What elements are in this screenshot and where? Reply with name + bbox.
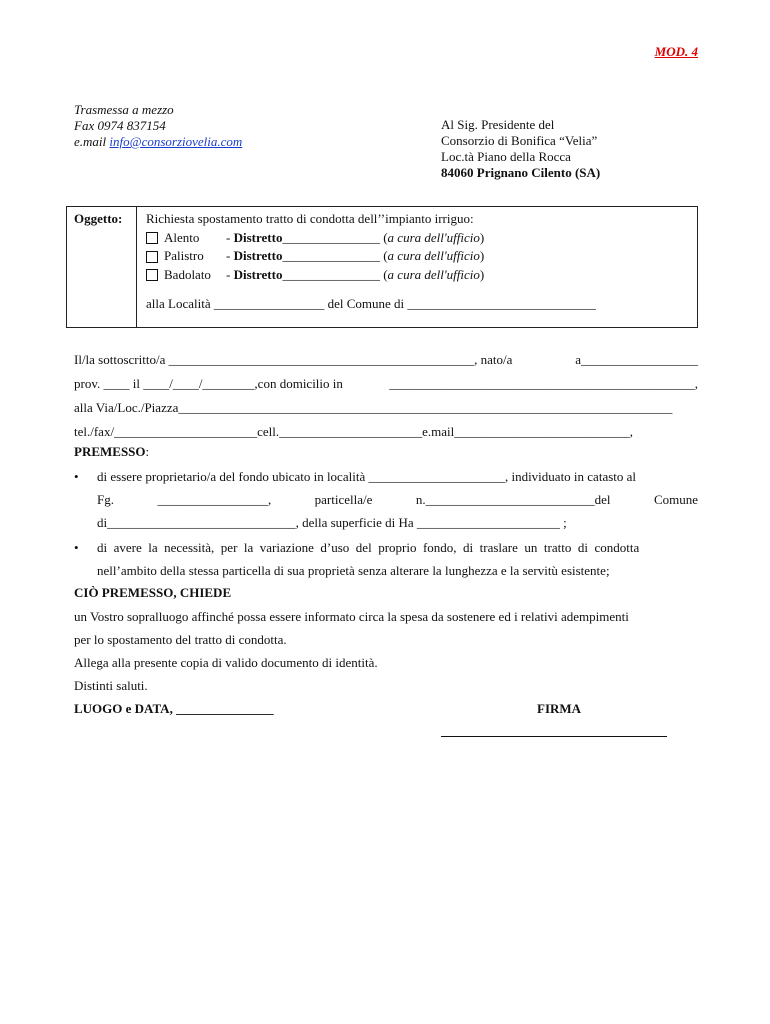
fax-number: Fax 0974 837154 <box>74 118 166 133</box>
district-note: a cura dell'ufficio <box>387 266 480 282</box>
ownership-line-3: di_____________________________, della superficie di Ha ______________________ ; <box>97 515 567 530</box>
recipient-line-3: Loc.tà Piano della Rocca <box>441 149 571 164</box>
district-blank: _______________ <box>282 266 380 282</box>
checkbox-palistro[interactable] <box>146 251 158 263</box>
subject-box <box>66 206 698 328</box>
email-prefix: e.mail <box>74 134 110 149</box>
recipient-line-1: Al Sig. Presidente del <box>441 117 555 132</box>
email-link[interactable]: info@consorziovelia.com <box>109 134 243 149</box>
district-blank: _______________ <box>282 229 380 245</box>
signature-label: FIRMA <box>537 701 582 716</box>
attachment-line: Allega alla presente copia di valido documento di identità. <box>74 655 378 670</box>
address-line: alla Via/Loc./Piazza____________________________________________________________________________ <box>74 400 673 415</box>
district-name: Alento <box>164 229 200 245</box>
district-dash: - <box>226 266 231 282</box>
subject-label: Oggetto: <box>67 207 137 327</box>
necessity-line-2: nell’ambito della stessa particella di sua proprietà senza alterare la lunghezza e la servitù esistente; <box>97 563 610 578</box>
contact-line: tel./fax/______________________cell.______________________e.mail___________________________, <box>74 424 633 439</box>
district-row-badolato: Badolato - Distretto _______________ ( a cura dell'ufficio ) <box>146 266 596 285</box>
sender-block <box>74 102 242 150</box>
district-name: Palistro <box>164 248 204 263</box>
module-number: MOD. 4 <box>654 44 698 59</box>
parcel-label: particella/e <box>314 492 373 507</box>
birth-date-field: prov. ____ il ____/____/________,con domicilio in <box>74 376 343 391</box>
checkbox-badolato[interactable] <box>146 269 158 281</box>
signature-line <box>441 736 667 737</box>
request-line-1: un Vostro sopralluogo affinché possa essere informato circa la spesa da sostenere ed i relativi adempimenti <box>74 609 629 624</box>
locality-line: alla Località _________________ del Comune di _____________________________ <box>146 296 596 311</box>
recipient-line-4: 84060 Prignano Cilento (SA) <box>441 165 601 180</box>
sheet-label: Fg. <box>97 492 114 507</box>
ownership-line-1: di essere proprietario/a del fondo ubicato in località _____________________, individuato in catasto al <box>97 469 637 484</box>
district-keyword: Distretto <box>233 248 283 263</box>
birthplace-field: a__________________ <box>575 352 698 367</box>
district-dash: - <box>226 229 231 245</box>
applicant-name-field: Il/la sottoscritto/a _______________________________________________, nato/a <box>74 352 513 367</box>
subject-body <box>137 207 596 327</box>
subject-title: Richiesta spostamento tratto di condotta dell’’impianto irriguo: <box>146 211 474 226</box>
district-blank: _______________ <box>282 248 380 263</box>
transmission-label: Trasmessa a mezzo <box>74 102 174 117</box>
request-line-2: per lo spostamento del tratto di condotta. <box>74 632 287 647</box>
necessity-line-1: di avere la necessità, per la variazione d’uso del proprio fondo, di traslare un tratto di condotta <box>97 540 640 555</box>
district-name: Badolato <box>164 266 211 282</box>
greeting-line: Distinti saluti. <box>74 678 148 693</box>
district-keyword: Distretto <box>233 229 283 245</box>
premesso-heading: PREMESSO: <box>74 444 150 459</box>
district-dash: - <box>226 248 231 263</box>
domicile-field: _______________________________________________, <box>389 376 698 391</box>
recipient-block <box>441 117 600 181</box>
bullet-icon: • <box>74 540 79 555</box>
district-row-alento: Alento - Distretto _______________ ( a cura dell'ufficio ) <box>146 229 596 248</box>
recipient-line-2: Consorzio di Bonifica “Velia” <box>441 133 598 148</box>
email-line <box>74 134 242 150</box>
sheet-field: _________________, <box>157 492 272 507</box>
comune-label: Comune <box>653 492 698 507</box>
place-date-line: LUOGO e DATA, _______________ <box>74 701 274 716</box>
district-keyword: Distretto <box>233 266 283 282</box>
bullet-icon: • <box>74 469 79 484</box>
checkbox-alento[interactable] <box>146 232 158 244</box>
applicant-line <box>74 352 698 368</box>
request-heading: CIÒ PREMESSO, CHIEDE <box>74 585 232 600</box>
district-note: a cura dell'ufficio <box>387 248 480 263</box>
ownership-line-2 <box>97 492 698 508</box>
district-note: a cura dell'ufficio <box>387 229 480 245</box>
parcel-field: n.__________________________del <box>415 492 611 507</box>
district-row-palistro: Palistro - Distretto _______________ ( a cura dell'ufficio ) <box>146 247 596 266</box>
residence-line <box>74 376 698 392</box>
